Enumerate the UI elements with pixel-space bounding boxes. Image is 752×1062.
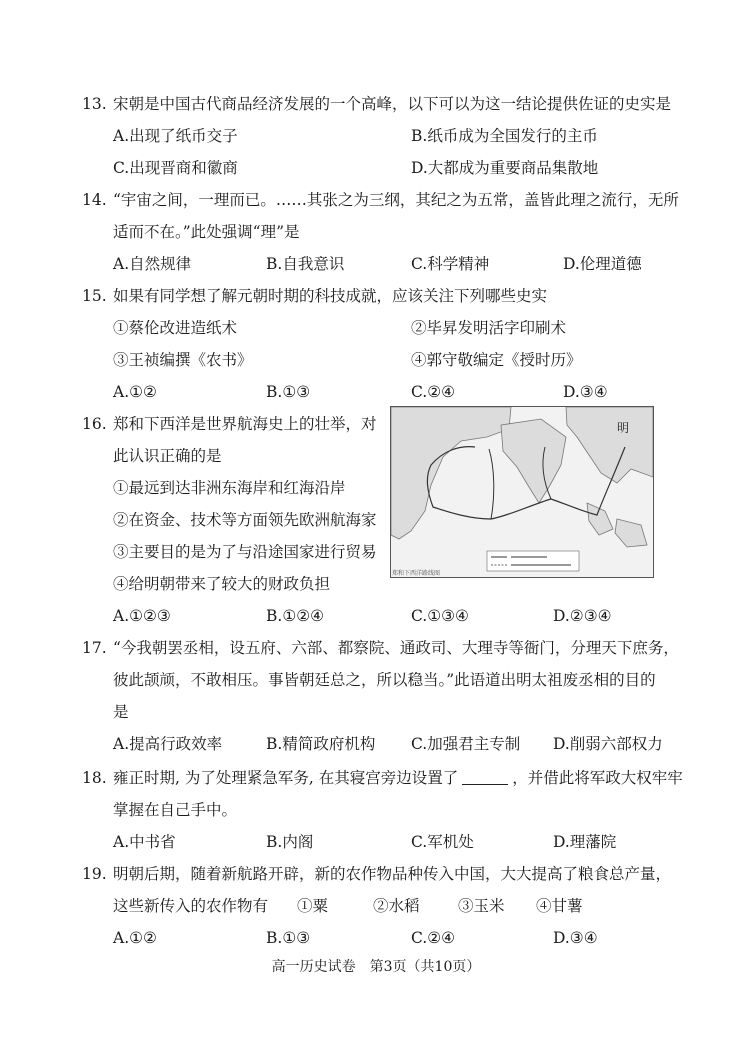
question-14-stem-line-1: “宇宙之间，一理而已。……其张之为三纲，其纪之为五常，盖皆此理之流行，无所 (113, 191, 679, 209)
question-15-option-d[interactable]: D.③④ (563, 383, 608, 401)
question-13-number: 13. (82, 95, 107, 113)
question-18-stem-after-blank: ，并借此将军政大权牢牢 (512, 769, 683, 787)
question-16-stem-line-1: 郑和下西洋是世界航海史上的壮举，对 (113, 415, 377, 433)
question-17-option-a[interactable]: A.提高行政效率 (113, 735, 223, 753)
map-caption: 郑和下西洋路线图 (392, 570, 441, 577)
question-17-number: 17. (82, 639, 107, 657)
question-18-stem-line-2: 掌握在自己手中。 (113, 801, 238, 819)
question-15-item-1: ①蔡伦改进造纸术 (113, 319, 238, 337)
question-18-option-b[interactable]: B.内阁 (266, 833, 314, 851)
question-19-item-1: ①粟 (297, 897, 329, 915)
question-18-stem-line-1 (113, 768, 683, 788)
question-15-item-4: ④郭守敬编定《授时历》 (411, 351, 582, 369)
question-16-option-b[interactable]: B.①②④ (266, 607, 325, 625)
question-14-option-a[interactable]: A.自然规律 (113, 255, 192, 273)
question-15-option-a[interactable]: A.①② (113, 383, 157, 401)
question-18-option-a[interactable]: A.中书省 (113, 833, 176, 851)
question-13-option-d[interactable]: D.大都成为重要商品集散地 (411, 159, 599, 177)
page-footer: 高一历史试卷 第3页（共10页） (271, 959, 481, 975)
question-16-option-a[interactable]: A.①②③ (113, 607, 171, 625)
question-19-item-3: ③玉米 (458, 897, 505, 915)
question-17-option-b[interactable]: B.精简政府机构 (266, 735, 376, 753)
question-19-item-4: ④甘薯 (536, 897, 583, 915)
question-16-stem-line-2: 此认识正确的是 (113, 447, 222, 465)
question-16-number: 16. (82, 415, 107, 433)
zheng-he-voyage-map (390, 406, 654, 578)
question-19-option-b[interactable]: B.①③ (266, 929, 311, 947)
question-16-item-4: ④给明朝带来了较大的财政负担 (113, 575, 331, 593)
question-16-option-c[interactable]: C.①③④ (411, 607, 469, 625)
question-15-item-3: ③王祯编撰《农书》 (113, 351, 253, 369)
question-18-option-c[interactable]: C.军机处 (411, 833, 474, 851)
question-17-option-d[interactable]: D.削弱六部权力 (553, 735, 663, 753)
question-19-option-c[interactable]: C.②④ (411, 929, 456, 947)
question-18-option-d[interactable]: D.理藩院 (553, 833, 617, 851)
question-15-option-c[interactable]: C.②④ (411, 383, 456, 401)
question-18-number: 18. (82, 769, 107, 787)
question-19-option-d[interactable]: D.③④ (553, 929, 598, 947)
question-19-stem-line-2: 这些新传入的农作物有 (113, 897, 269, 915)
question-13-option-b[interactable]: B.纸币成为全国发行的主币 (411, 127, 598, 145)
question-19-stem-line-1: 明朝后期，随着新航路开辟，新的农作物品种传入中国，大大提高了粮食总产量， (113, 865, 672, 883)
question-13-option-a[interactable]: A.出现了纸币交子 (113, 127, 238, 145)
question-19-option-a[interactable]: A.①② (113, 929, 157, 947)
question-15-stem: 如果有同学想了解元朝时期的科技成就，应该关注下列哪些史实 (113, 287, 548, 305)
question-17-stem-line-2: 彼此颉颃，不敢相压。事皆朝廷总之，所以稳当。”此语道出明太祖废丞相的目的 (113, 671, 656, 689)
question-13-stem: 宋朝是中国古代商品经济发展的一个高峰，以下可以为这一结论提供佐证的史实是 (113, 95, 672, 113)
question-15-number: 15. (82, 287, 107, 305)
question-14-number: 14. (82, 191, 107, 209)
question-14-option-b[interactable]: B.自我意识 (266, 255, 345, 273)
question-17-stem-line-1: “今我朝罢丞相，设五府、六部、都察院、通政司、大理寺等衙门，分理天下庶务， (113, 639, 679, 657)
question-14-option-c[interactable]: C.科学精神 (411, 255, 490, 273)
map-graphic (391, 407, 653, 577)
question-14-stem-line-2: 适而不在。”此处强调“理”是 (113, 223, 300, 241)
map-label-ming: 明 (617, 421, 630, 435)
question-19-item-2: ②水稻 (373, 897, 420, 915)
question-15-item-2: ②毕昇发明活字印刷术 (411, 319, 567, 337)
question-17-option-c[interactable]: C.加强君主专制 (411, 735, 521, 753)
question-16-item-1: ①最远到达非洲东海岸和红海沿岸 (113, 479, 346, 497)
question-16-item-3: ③主要目的是为了与沿途国家进行贸易 (113, 543, 377, 561)
question-16-option-d[interactable]: D.②③④ (553, 607, 612, 625)
question-13-option-c[interactable]: C.出现晋商和徽商 (113, 159, 238, 177)
question-19-number: 19. (82, 865, 107, 883)
question-14-option-d[interactable]: D.伦理道德 (563, 255, 642, 273)
question-18-stem-before-blank: 雍正时期, 为了处理紧急军务, 在其寝宫旁边设置了 (113, 769, 459, 787)
answer-blank (462, 770, 508, 785)
question-15-option-b[interactable]: B.①③ (266, 383, 311, 401)
question-16-item-2: ②在资金、技术等方面领先欧洲航海家 (113, 511, 377, 529)
question-17-stem-line-3: 是 (113, 703, 129, 721)
